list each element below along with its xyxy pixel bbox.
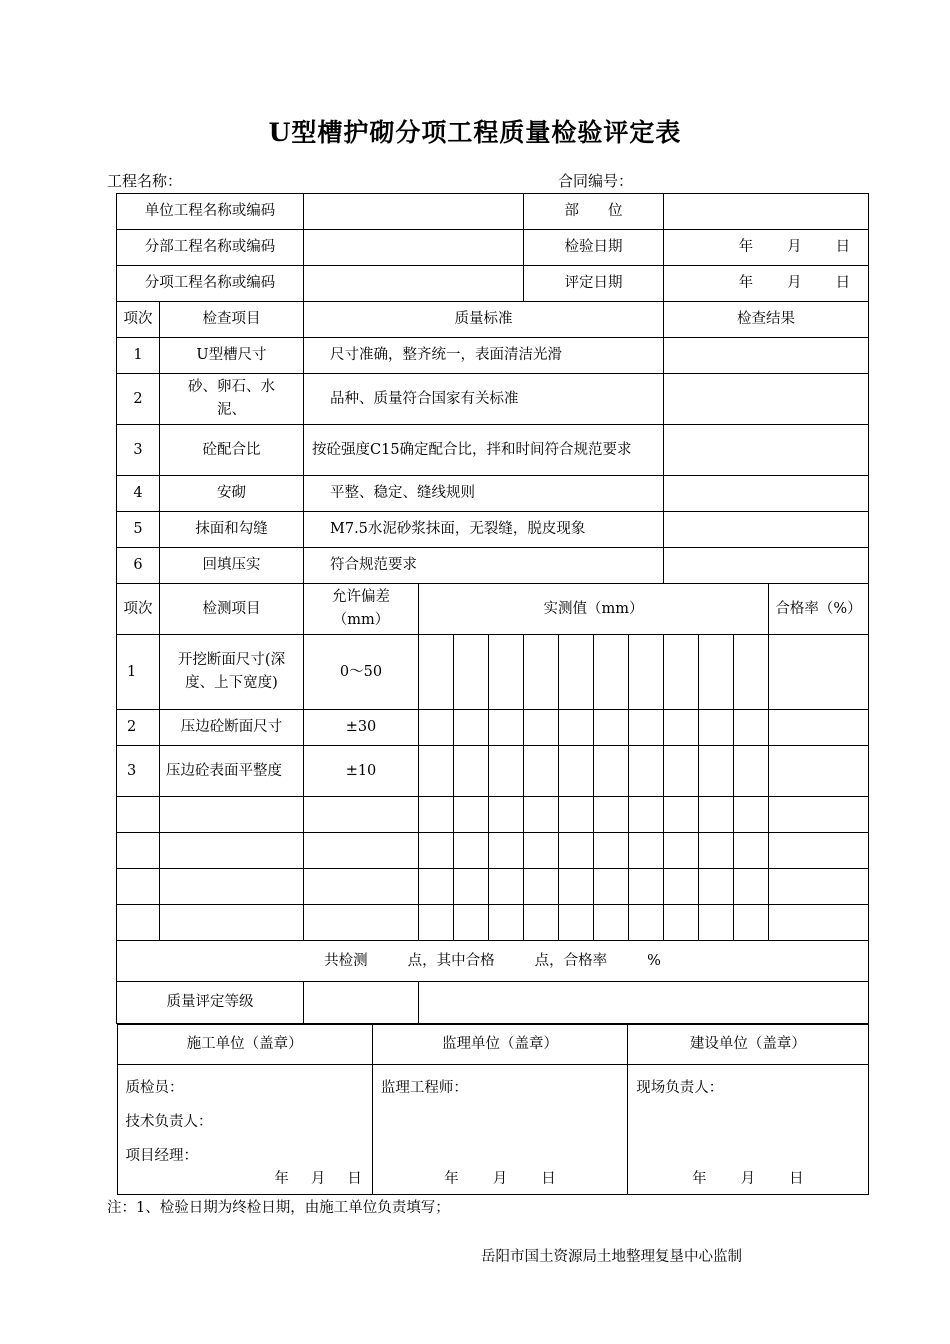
info-row-item <box>117 266 869 302</box>
eval-date-label: 评定日期 <box>524 266 664 302</box>
check-standard: 平整、稳定、缝线规则 <box>304 476 664 512</box>
signoff-row <box>117 1024 869 1196</box>
inspect-date-value[interactable]: 年 月 日 <box>664 230 869 266</box>
info-row-unit <box>117 194 869 230</box>
measured-cell[interactable] <box>699 710 734 746</box>
measured-cell[interactable] <box>664 869 699 905</box>
measure-tolerance[interactable] <box>304 905 419 941</box>
check-header-row <box>117 302 869 338</box>
construction-signoff[interactable] <box>117 1065 372 1195</box>
check-item: 砂、卵石、水泥、 <box>160 374 304 425</box>
pass-rate-cell[interactable] <box>769 833 869 869</box>
grade-value[interactable] <box>419 982 869 1024</box>
measure-item[interactable] <box>160 869 304 905</box>
measured-cell[interactable] <box>629 869 664 905</box>
measured-cell[interactable] <box>559 635 594 710</box>
measure-seq-header: 项次 <box>117 584 160 635</box>
check-item: U型槽尺寸 <box>160 338 304 374</box>
measured-cell[interactable] <box>699 833 734 869</box>
check-row <box>117 425 869 476</box>
check-standard: M7.5水泥砂浆抹面，无裂缝，脱皮现象 <box>304 512 664 548</box>
pass-rate-cell[interactable] <box>769 797 869 833</box>
measured-cell[interactable] <box>734 635 769 710</box>
summary-row <box>117 941 869 982</box>
measured-cell[interactable] <box>489 869 524 905</box>
check-result-cell[interactable] <box>664 425 869 476</box>
project-manager-label: 项目经理： <box>125 1148 198 1164</box>
measured-cell[interactable] <box>734 710 769 746</box>
measured-cell[interactable] <box>419 869 454 905</box>
pass-rate-header: 合格率（%） <box>769 584 869 635</box>
supervision-date: 年 月 日 <box>444 1171 556 1187</box>
measured-cell[interactable] <box>489 746 524 797</box>
check-row <box>117 338 869 374</box>
measure-row <box>117 869 869 905</box>
unit-project-label: 单位工程名称或编码 <box>117 194 304 230</box>
measured-cell[interactable] <box>734 797 769 833</box>
construction-unit-header: 施工单位（盖章） <box>117 1025 372 1065</box>
footnote: 注：1、检验日期为终检日期，由施工单位负责填写； <box>107 1200 450 1216</box>
measure-tolerance-header: 允许偏差（mm） <box>304 584 419 635</box>
measured-cell[interactable] <box>629 905 664 941</box>
measured-cell[interactable] <box>454 869 489 905</box>
measure-item[interactable] <box>160 833 304 869</box>
measured-cell[interactable] <box>629 710 664 746</box>
measured-cell[interactable] <box>454 635 489 710</box>
measure-item[interactable] <box>160 797 304 833</box>
grade-row <box>117 982 869 1024</box>
supervision-unit-header: 监理单位（盖章） <box>372 1025 627 1065</box>
check-row <box>117 476 869 512</box>
measured-cell[interactable] <box>524 746 559 797</box>
measured-cell[interactable] <box>664 710 699 746</box>
subpart-project-value[interactable] <box>304 230 524 266</box>
measure-tolerance: ±30 <box>304 710 419 746</box>
measured-cell[interactable] <box>594 746 629 797</box>
check-result-header: 检查结果 <box>664 302 869 338</box>
measure-header-row <box>117 584 869 635</box>
signoff-table <box>117 1024 869 1195</box>
measured-cell[interactable] <box>559 710 594 746</box>
measure-seq: 2 <box>117 710 160 746</box>
unit-project-value[interactable] <box>304 194 524 230</box>
check-result-cell[interactable] <box>664 374 869 425</box>
check-standard: 尺寸准确，整齐统一，表面清洁光滑 <box>304 338 664 374</box>
check-standard: 品种、质量符合国家有关标准 <box>304 374 664 425</box>
item-project-label: 分项工程名称或编码 <box>117 266 304 302</box>
subpart-project-label: 分部工程名称或编码 <box>117 230 304 266</box>
check-seq: 5 <box>117 512 160 548</box>
measured-cell[interactable] <box>734 869 769 905</box>
check-result-cell[interactable] <box>664 548 869 584</box>
measure-row <box>117 635 869 710</box>
check-item: 安砌 <box>160 476 304 512</box>
inspect-date-label: 检验日期 <box>524 230 664 266</box>
measured-cell[interactable] <box>419 710 454 746</box>
check-row <box>117 548 869 584</box>
item-project-value[interactable] <box>304 266 524 302</box>
pass-rate-cell[interactable] <box>769 710 869 746</box>
measure-tolerance[interactable] <box>304 797 419 833</box>
measure-tolerance[interactable] <box>304 833 419 869</box>
project-name-label: 工程名称： <box>107 172 183 190</box>
measured-cell[interactable] <box>664 905 699 941</box>
measured-cell[interactable] <box>454 833 489 869</box>
measured-cell[interactable] <box>454 746 489 797</box>
owner-unit-header: 建设单位（盖章） <box>628 1025 868 1065</box>
quality-inspector-label: 质检员： <box>125 1080 184 1096</box>
measured-cell[interactable] <box>559 746 594 797</box>
issuer-footer: 岳阳市国土资源局土地整理复垦中心监制 <box>481 1249 742 1265</box>
supervision-engineer-label: 监理工程师： <box>380 1080 468 1096</box>
measure-item: 压边砼表面平整度 <box>160 746 304 797</box>
measured-cell[interactable] <box>734 833 769 869</box>
check-result-cell[interactable] <box>664 338 869 374</box>
measured-cell[interactable] <box>594 869 629 905</box>
measured-cell[interactable] <box>454 710 489 746</box>
measured-cell[interactable] <box>489 710 524 746</box>
measured-cell[interactable] <box>559 869 594 905</box>
measured-cell[interactable] <box>524 710 559 746</box>
check-row <box>117 512 869 548</box>
pass-rate-cell[interactable] <box>769 905 869 941</box>
summary-text: 共检测 点，其中合格 点，合格率 % <box>117 941 869 982</box>
construction-date: 年 月 日 <box>274 1171 362 1187</box>
pass-rate-cell[interactable] <box>769 869 869 905</box>
check-seq-header: 项次 <box>117 302 160 338</box>
site-lead-label: 现场负责人： <box>636 1080 724 1096</box>
measured-cell[interactable] <box>664 635 699 710</box>
measured-cell[interactable] <box>594 833 629 869</box>
contract-no-label: 合同编号： <box>558 172 634 190</box>
measured-cell[interactable] <box>594 905 629 941</box>
measure-seq: 3 <box>117 746 160 797</box>
measured-cell[interactable] <box>699 635 734 710</box>
measured-cell[interactable] <box>419 797 454 833</box>
check-seq: 2 <box>117 374 160 425</box>
measure-row <box>117 710 869 746</box>
measure-item: 压边砼断面尺寸 <box>160 710 304 746</box>
measured-values-header: 实测值（mm） <box>419 584 769 635</box>
measure-tolerance[interactable] <box>304 869 419 905</box>
measured-cell[interactable] <box>559 797 594 833</box>
measured-cell[interactable] <box>594 710 629 746</box>
check-result-cell[interactable] <box>664 512 869 548</box>
measured-cell[interactable] <box>664 746 699 797</box>
measured-cell[interactable] <box>699 797 734 833</box>
part-label: 部 位 <box>524 194 664 230</box>
measure-item[interactable] <box>160 905 304 941</box>
measured-cell[interactable] <box>524 833 559 869</box>
measured-cell[interactable] <box>594 635 629 710</box>
measured-cell[interactable] <box>489 833 524 869</box>
grade-value-left[interactable] <box>304 982 418 1023</box>
check-standard: 按砼强度C15确定配合比，拌和时间符合规范要求 <box>304 425 664 476</box>
measured-cell[interactable] <box>629 833 664 869</box>
evaluation-table <box>116 193 869 1195</box>
measured-cell[interactable] <box>664 833 699 869</box>
pass-rate-cell[interactable] <box>769 635 869 710</box>
measured-cell[interactable] <box>454 797 489 833</box>
check-row <box>117 374 869 425</box>
measure-item-header: 检测项目 <box>160 584 304 635</box>
supervision-signoff[interactable] <box>372 1065 627 1195</box>
measured-cell[interactable] <box>524 797 559 833</box>
measure-seq[interactable] <box>117 869 160 905</box>
measured-cell[interactable] <box>524 635 559 710</box>
info-row-subpart <box>117 230 869 266</box>
measure-seq[interactable] <box>117 833 160 869</box>
measured-cell[interactable] <box>489 797 524 833</box>
check-seq: 3 <box>117 425 160 476</box>
measured-cell[interactable] <box>699 869 734 905</box>
check-standard: 符合规范要求 <box>304 548 664 584</box>
measure-seq[interactable] <box>117 905 160 941</box>
measured-cell[interactable] <box>524 869 559 905</box>
measured-cell[interactable] <box>454 905 489 941</box>
measure-tolerance: ±10 <box>304 746 419 797</box>
grade-label-cell <box>117 982 419 1024</box>
check-item: 回填压实 <box>160 548 304 584</box>
check-seq: 1 <box>117 338 160 374</box>
measured-cell[interactable] <box>629 635 664 710</box>
tech-lead-label: 技术负责人： <box>125 1114 213 1130</box>
eval-date-value[interactable]: 年 月 日 <box>664 266 869 302</box>
check-seq: 4 <box>117 476 160 512</box>
measure-row <box>117 797 869 833</box>
measure-row <box>117 905 869 941</box>
measure-seq[interactable] <box>117 797 160 833</box>
check-standard-header: 质量标准 <box>304 302 664 338</box>
check-item: 砼配合比 <box>160 425 304 476</box>
measured-cell[interactable] <box>419 833 454 869</box>
measured-cell[interactable] <box>489 635 524 710</box>
measured-cell[interactable] <box>594 797 629 833</box>
form-title: U型槽护砌分项工程质量检验评定表 <box>268 118 682 147</box>
measured-cell[interactable] <box>629 746 664 797</box>
check-item: 抹面和勾缝 <box>160 512 304 548</box>
owner-signoff[interactable] <box>628 1065 868 1195</box>
measure-tolerance: 0～50 <box>304 635 419 710</box>
check-result-cell[interactable] <box>664 476 869 512</box>
part-value[interactable] <box>664 194 869 230</box>
pass-rate-cell[interactable] <box>769 746 869 797</box>
measured-cell[interactable] <box>734 905 769 941</box>
grade-label: 质量评定等级 <box>117 982 304 1023</box>
measure-item: 开挖断面尺寸(深度、上下宽度) <box>160 635 304 710</box>
measured-cell[interactable] <box>419 635 454 710</box>
measured-cell[interactable] <box>524 905 559 941</box>
measured-cell[interactable] <box>629 797 664 833</box>
measure-seq: 1 <box>117 635 160 710</box>
measured-cell[interactable] <box>699 746 734 797</box>
measured-cell[interactable] <box>734 746 769 797</box>
measured-cell[interactable] <box>489 905 524 941</box>
measured-cell[interactable] <box>664 797 699 833</box>
measured-cell[interactable] <box>419 746 454 797</box>
measure-row <box>117 833 869 869</box>
measured-cell[interactable] <box>559 833 594 869</box>
measured-cell[interactable] <box>559 905 594 941</box>
measured-cell[interactable] <box>699 905 734 941</box>
measured-cell[interactable] <box>419 905 454 941</box>
measure-row <box>117 746 869 797</box>
check-seq: 6 <box>117 548 160 584</box>
owner-date: 年 月 日 <box>692 1171 804 1187</box>
check-item-header: 检查项目 <box>160 302 304 338</box>
